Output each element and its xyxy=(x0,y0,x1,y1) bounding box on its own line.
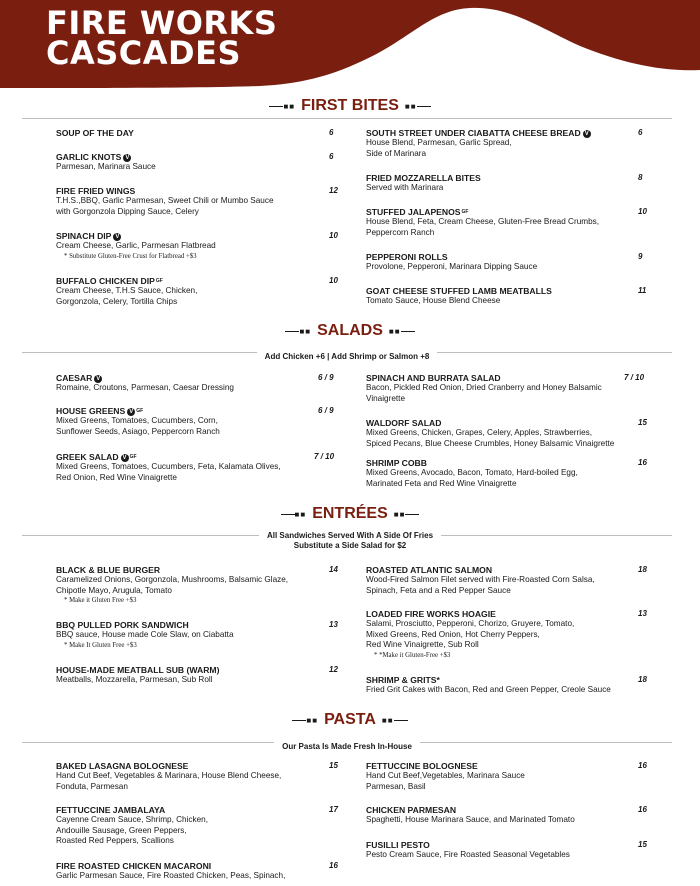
title-decoration-left: ■■ xyxy=(269,102,295,111)
item-price: 12 xyxy=(329,186,338,195)
menu-item-south-street: SOUTH STREET UNDER CIABATTA CHEESE BREAD V 6 House Blend, Parmesan, Garlic Spread, Side of Marinara xyxy=(366,128,643,158)
pasta-fresh-note: Our Pasta Is Made Fresh In-House xyxy=(274,742,420,751)
item-price: 6 xyxy=(638,128,643,137)
gluten-free-icon: GF xyxy=(155,278,163,284)
restaurant-logo xyxy=(46,4,278,72)
menu-header xyxy=(0,0,700,96)
item-price: 15 xyxy=(329,761,338,770)
menu-item-fusilli-pesto: FUSILLI PESTO 15 Pesto Cream Sauce, Fire Roasted Seasonal Vegetables xyxy=(366,840,647,859)
item-price: 16 xyxy=(638,458,647,467)
menu-item-fettuccine-bolognese: FETTUCCINE BOLOGNESE 16 Hand Cut Beef,Vegetables, Marinara Sauce Parmesan, Basil xyxy=(366,761,647,791)
gluten-free-icon: GF xyxy=(129,454,137,460)
item-price: 8 xyxy=(638,173,643,182)
vegetarian-icon: V xyxy=(122,455,127,461)
item-price: 6 xyxy=(329,152,334,161)
vegetarian-icon: V xyxy=(115,234,120,240)
gluten-free-icon: GF xyxy=(461,209,469,215)
item-footnote: * *Make it Gluten-Free +$3 xyxy=(374,651,451,659)
vegetarian-icon: V xyxy=(125,155,130,161)
title-decoration-left: ■■ xyxy=(285,327,311,336)
menu-item-pepperoni-rolls: PEPPERONI ROLLS 9 Provolone, Pepperoni, Marinara Dipping Sauce xyxy=(366,252,643,271)
menu-item-greek-salad: GREEK SALAD V $^{GF}$ 7 / 10 Mixed Greens, Tomatoes, Cucumbers, Feta, Kalamata Olives, Red Onion, Red Wine Vinaigrette xyxy=(56,452,335,482)
menu-item-lasagna: BAKED LASAGNA BOLOGNESE 15 Hand Cut Beef, Vegetables & Marinara, House Blend Cheese, Fonduta, Parmesan xyxy=(56,761,338,791)
section-title-salads: ■■ SALADS ■■ xyxy=(0,322,700,340)
item-footnote: * Make it Gluten Free +$3 xyxy=(64,597,137,604)
section-divider xyxy=(22,118,672,119)
title-decoration-right: ■■ xyxy=(394,510,420,519)
item-footnote: * Make It Gluten Free +$3 xyxy=(64,641,137,649)
item-price: 18 xyxy=(638,675,647,684)
brand-line-1: FIRE WORKS xyxy=(46,4,278,42)
item-price: 12 xyxy=(329,665,338,674)
section-title-first-bites: ■■ FIRST BITES ■■ xyxy=(0,97,700,115)
menu-item-shrimp-grits: SHRIMP & GRITS* 18 Fried Grit Cakes with Bacon, Red and Green Pepper, Creole Sauce xyxy=(366,675,647,694)
title-decoration-left: ■■ xyxy=(281,510,307,519)
title-decoration-left: ■■ xyxy=(292,716,318,725)
item-price: 16 xyxy=(329,861,338,870)
item-price: 11 xyxy=(638,286,647,295)
title-decoration-right: ■■ xyxy=(382,716,408,725)
menu-item-buffalo-dip: BUFFALO CHICKEN $DIP^{GF}$ 10 Cream Cheese, T.H.S Sauce, Chicken, Gorgonzola, Celery, Tortilla Chips xyxy=(56,276,338,306)
brand-line-2: CASCADES xyxy=(46,34,242,72)
item-price: 9 xyxy=(638,252,643,261)
item-price: 14 xyxy=(329,565,338,574)
item-price: 13 xyxy=(329,620,338,629)
item-price: 7 / 10 xyxy=(314,452,335,461)
menu-item-waldorf: WALDORF SALAD 15 Mixed Greens, Chicken, Grapes, Celery, Apples, Strawberries, Spiced Pecans, Blue Cheese Crumbles, Honey Balsamic Vinaigrette xyxy=(366,418,647,448)
title-decoration-right: ■■ xyxy=(405,102,431,111)
item-price: 16 xyxy=(638,805,647,814)
salads-add-protein-note: Add Chicken +6 | Add Shrimp or Salmon +8 xyxy=(257,352,438,361)
section-divider xyxy=(22,352,672,361)
menu-item-wings: FIRE FRIED WINGS 12 T.H.S.,BBQ, Garlic Parmesan, Sweet Chili or Mumbo Sauce with Gorgonzola Dipping Sauce, Celery xyxy=(56,186,338,216)
item-price: 17 xyxy=(329,805,338,814)
menu-item-burger: BLACK & BLUE BURGER 14 Caramelized Onions, Gorgonzola, Mushrooms, Balsamic Glaze, Chipotle Mayo, Arugula, Tomato * Make it Gluten Free +$3 xyxy=(56,565,346,605)
section-title-entrees: ■■ ENTRÉES ■■ xyxy=(0,505,700,523)
menu-item-lamb-meatballs: GOAT CHEESE STUFFED LAMB MEATBALLS 11 Tomato Sauce, House Blend Cheese xyxy=(366,286,647,305)
item-price: 18 xyxy=(638,565,647,574)
entrees-sandwich-note: All Sandwiches Served With A Side Of Fries Substitute a Side Salad for $2 xyxy=(0,531,700,551)
item-footnote: * Substitute Gluten-Free Crust for Flatbread +$3 xyxy=(64,252,197,260)
vegetarian-icon: V xyxy=(96,376,101,382)
menu-item-salmon: ROASTED ATLANTIC SALMON 18 Wood-Fired Salmon Filet served with Fire-Roasted Corn Salsa, Spinach, Feta and a Red Pepper Sauce xyxy=(366,565,647,595)
title-decoration-right: ■■ xyxy=(389,327,415,336)
menu-item-house-greens: HOUSE GREENS V $^{GF}$ 6 / 9 Mixed Greens, Tomatoes, Cucumbers, Corn, Sunflower Seeds, Asiago, Peppercorn Ranch xyxy=(56,406,334,436)
item-price: 7 / 10 xyxy=(624,373,645,382)
menu-item-spinach-burrata: SPINACH AND BURRATA SALAD 7 / 10 Bacon, Pickled Red Onion, Dried Cranberry and Honey Balsamic Vinaigrette xyxy=(366,373,645,403)
item-price: 13 xyxy=(638,609,647,618)
menu-item-shrimp-cobb: SHRIMP COBB 16 Mixed Greens, Avocado, Bacon, Tomato, Hard-boiled Egg, Marinated Feta and Red Wine Vinaigrette xyxy=(366,458,647,488)
item-price: 10 xyxy=(329,276,338,285)
menu-item-spinach-dip: SPINACH DIP V 10 Cream Cheese, Garlic, Parmesan Flatbread * Substitute Gluten-Free Crust for Flatbread +$3 xyxy=(56,231,346,261)
section-title-pasta: ■■ PASTA ■■ xyxy=(0,711,700,729)
menu-item-hoagie: LOADED FIRE WORKS HOAGIE 13 Salami, Prosciutto, Pepperoni, Chorizo, Gruyere, Tomato, Mixed Greens, Red Onion, Hot Cherry Peppers, Red Wine Vinaigrette, Sub Roll * *Make it Gluten-Free +$3 xyxy=(366,609,656,660)
menu-item-jambalaya: FETTUCCINE JAMBALAYA 17 Cayenne Cream Sauce, Shrimp, Chicken, Andouille Sausage, Green Peppers, Roasted Red Peppers, Scallions xyxy=(56,805,338,845)
menu-item-meatball-sub: HOUSE-MADE MEATBALL SUB (WARM) 12 Meatballs, Mozzarella, Parmesan, Sub Roll xyxy=(56,665,338,684)
menu-item-macaroni: FIRE ROASTED CHICKEN MACARONI 16 Garlic Parmesan Sauce, Fire Roasted Chicken, Peas, Spinach, xyxy=(56,861,338,880)
menu-item-chicken-parmesan: CHICKEN PARMESAN 16 Spaghetti, House Marinara Sauce, and Marinated Tomato xyxy=(366,805,647,824)
menu-item-caesar: CAESAR V 6 / 9 Romaine, Croutons, Parmesan, Caesar Dressing xyxy=(56,373,334,392)
vegetarian-icon: V xyxy=(129,409,134,415)
item-price: 16 xyxy=(638,761,647,770)
item-price: 10 xyxy=(329,231,338,240)
item-price: 10 xyxy=(638,207,647,216)
item-price: 6 / 9 xyxy=(318,406,334,415)
menu-item-mozzarella-bites: FRIED MOZZARELLA BITES 8 Served with Marinara xyxy=(366,173,643,192)
item-price: 15 xyxy=(638,418,647,427)
menu-item-jalapenos: STUFFED $JALAPENOS^{GF}$ 10 House Blend, Feta, Cream Cheese, Gluten-Free Bread Crumbs, Peppercorn Ranch xyxy=(366,207,647,237)
item-price: 6 xyxy=(329,128,334,137)
gluten-free-icon: GF xyxy=(136,408,144,414)
menu-item-garlic-knots: GARLIC KNOTS V 6 Parmesan, Marinara Sauce xyxy=(56,152,334,171)
section-divider xyxy=(22,742,672,751)
item-price: 6 / 9 xyxy=(318,373,334,382)
menu-item-pulled-pork: BBQ PULLED PORK SANDWICH 13 BBQ sauce, House made Cole Slaw, on Ciabatta * Make It Gluten Free +$3 xyxy=(56,620,346,650)
vegetarian-icon: V xyxy=(584,131,589,137)
menu-item-soup: SOUP OF THE DAY 6 xyxy=(56,128,334,138)
item-price: 15 xyxy=(638,840,647,849)
